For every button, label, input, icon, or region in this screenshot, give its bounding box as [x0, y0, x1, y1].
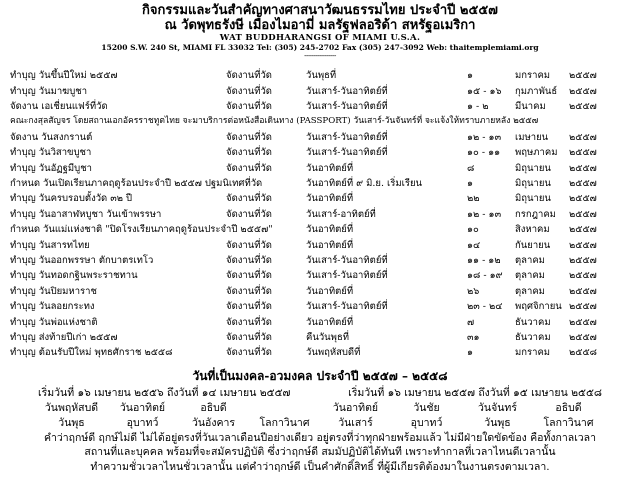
- note-line: สถานที่และบุคคล พร้อมที่จะสมัครปฏิบัติ ซึ่งว่าฤกษ์ดี สมมัปฏิบัติได้ทันที เพราะทำกาลที่เวลาไหนดีเวลานั้น: [84, 446, 556, 459]
- event-year: ๒๕๕๗: [569, 331, 597, 343]
- event-month: สิงหาคม: [515, 224, 550, 236]
- event-venue: จัดงานที่วัด: [226, 239, 272, 251]
- event-month: ตุลาคม: [515, 270, 545, 282]
- event-date: ๒๖: [467, 285, 480, 297]
- event-year: ๒๕๕๗: [569, 101, 597, 113]
- event-venue: จัดงานที่วัด: [226, 70, 272, 82]
- events-list: [10, 68, 630, 360]
- event-month: กรกฎาคม: [515, 208, 556, 220]
- day-cell: อุบาทว์: [126, 416, 159, 429]
- event-row: [10, 145, 630, 160]
- period-left: เริ่มวันที่ ๑๖ เมษายน ๒๕๕๖ ถึงวันที่ ๑๔ เมษายน ๒๕๕๗: [38, 386, 291, 399]
- event-date: ๑๒ - ๑๓: [467, 131, 502, 143]
- event-date: ๘: [467, 162, 475, 174]
- event-name: ทำบุญ ส่งท้ายปีเก่า ๒๕๕๗: [10, 331, 118, 343]
- event-month: เมษายน: [515, 131, 549, 143]
- event-month: มิถุนายน: [515, 162, 551, 174]
- event-name: กำหนด วันแม่แห่งชาติ "ปิดโรงเรียนภาคฤดูร้อนประจำปี ๒๕๕๗": [10, 224, 273, 236]
- event-day: วันอาทิตย์ที่: [306, 285, 354, 297]
- day-cell: โลกาวินาศ: [259, 416, 310, 429]
- temple-english-name: WAT BUDDHARANGSI OF MIAMI U.S.A.: [219, 32, 421, 43]
- event-name: ทำบุญ วันปิยมหาราช: [10, 285, 97, 297]
- event-venue: จัดงานที่วัด: [226, 301, 272, 313]
- event-year: ๒๕๕๗: [569, 316, 597, 328]
- event-venue: จัดงานที่วัด: [226, 270, 272, 282]
- event-date: ๑: [467, 70, 474, 82]
- event-row: [10, 68, 630, 83]
- event-name: ทำบุญ วันมาฆบูชา: [10, 85, 88, 97]
- event-name: ทำบุญ วันอัฏฐมีบูชา: [10, 162, 92, 174]
- day-cell: วันอังคาร: [191, 416, 236, 429]
- day-cell: วันพุธ: [58, 416, 85, 429]
- event-date: ๑ - ๒: [467, 101, 489, 113]
- event-year: ๒๕๕๗: [569, 85, 597, 97]
- event-month: มกราคม: [515, 347, 551, 359]
- event-day: วันอาทิตย์ที่: [306, 239, 354, 251]
- day-cell: วันอาทิตย์: [332, 401, 379, 414]
- event-venue: จัดงานที่วัด: [226, 316, 272, 328]
- event-row: [10, 284, 630, 299]
- document-header: [10, 4, 630, 60]
- day-cell: วันเสาร์: [338, 416, 373, 429]
- event-day: วันเสาร์-วันอาทิตย์ที่: [306, 85, 388, 97]
- event-day: วันเสาร์-วันอาทิตย์ที่: [306, 270, 388, 282]
- event-year: ๒๕๕๗: [569, 70, 597, 82]
- day-cell: โลกาวินาศ: [543, 416, 594, 429]
- day-cell: วันจันทร์: [478, 401, 517, 414]
- event-day: วันอาทิตย์ที่: [306, 316, 354, 328]
- event-month: พฤศจิกายน: [515, 301, 562, 313]
- event-date: ๑: [467, 347, 474, 359]
- event-row: [10, 99, 630, 114]
- event-venue: จัดงานที่วัด: [226, 347, 272, 359]
- auspicious-section: [10, 367, 630, 475]
- event-name: ทำบุญ วันครบรอบตั้งวัด ๓๒ ปี: [10, 193, 133, 205]
- event-date: ๑๐: [467, 224, 479, 236]
- period-right: เริ่มวันที่ ๑๖ เมษายน ๒๕๕๗ ถึงวันที่ ๑๕ เมษายน ๒๕๕๘: [348, 386, 602, 399]
- event-month: มกราคม: [515, 70, 551, 82]
- event-row: [10, 130, 630, 145]
- header-divider: -----------------: [304, 52, 336, 61]
- event-date: ๑: [467, 178, 474, 190]
- event-row-note: คณะกงสุลสัญจร โดยสถานเอกอัครราชทูตไทย จะมาบริการต่อหนังสือเดินทาง (PASSPORT) วันเสาร์-วันจันทร์ที่ จะแจ้งให้ทราบภายหลัง ๒๕๕๗: [10, 116, 539, 127]
- event-row: [10, 345, 630, 360]
- event-year: ๒๕๕๗: [569, 301, 597, 313]
- event-day: วันเสาร์-วันอาทิตย์ที่: [306, 101, 388, 113]
- event-row: [10, 268, 630, 283]
- day-cell: วันอาทิตย์: [119, 401, 166, 414]
- event-day: วันเสาร์-วันอาทิตย์ที่: [306, 255, 388, 266]
- event-month: ธันวาคม: [515, 316, 551, 328]
- day-cell: อุบาทว์: [410, 416, 443, 429]
- event-year: ๒๕๕๗: [569, 178, 597, 190]
- auspicious-heading: วันที่เป็นมงคล-อวมงคล ประจำปี ๒๕๕๗ – ๒๕๕๘: [192, 368, 448, 383]
- event-row: [10, 207, 630, 222]
- event-name: ทำบุญ วันวิสาขบูชา: [10, 147, 92, 159]
- event-month: มิถุนายน: [515, 193, 551, 205]
- event-day: วันอาทิตย์ที่: [306, 224, 354, 236]
- event-date: ๓๑: [467, 331, 480, 343]
- event-venue: จัดงานที่วัด: [226, 331, 272, 343]
- event-date: ๑๐ - ๑๑: [467, 147, 501, 159]
- document-title: กิจกรรมและวันสำคัญทางศาสนาวัฒนธรรมไทย ประจำปี ๒๕๕๗: [142, 3, 498, 18]
- event-venue: [226, 222, 306, 237]
- event-date: ๑๒ - ๑๓: [467, 208, 502, 220]
- event-row: [10, 191, 630, 206]
- event-venue: จัดงานที่วัด: [226, 101, 272, 113]
- event-row: [10, 238, 630, 253]
- day-cell: วันชัย: [413, 401, 440, 414]
- event-row: [10, 161, 630, 176]
- event-year: ๒๕๕๗: [569, 270, 597, 282]
- event-name: ทำบุญ วันพ่อแห่งชาติ: [10, 316, 98, 328]
- day-cell: อธิบดี: [555, 401, 582, 414]
- event-date: ๗: [467, 316, 475, 328]
- day-cell: วันพุธ: [484, 416, 511, 429]
- event-month: ตุลาคม: [515, 255, 545, 266]
- event-day: วันเสาร์-วันอาทิตย์ที่: [306, 131, 388, 143]
- event-day: วันเสาร์-วันอาทิตย์ที่: [306, 301, 388, 313]
- event-day: คืนวันพุธที่: [306, 331, 350, 343]
- event-name: จัดงาน เอเชี่ยนแฟร์ที่วัด: [10, 101, 108, 113]
- event-name: กำหนด วันเปิดเรียนภาคฤดูร้อนประจำปี ๒๕๕๗ ปฐมนิเทศที่วัด: [10, 178, 263, 190]
- document-subtitle: ณ วัดพุทธรังษี เมืองไมอามี่ มลรัฐฟลอริด้า สหรัฐอเมริกา: [164, 17, 476, 33]
- event-year: ๒๕๕๗: [569, 193, 597, 205]
- auspicious-periods: [10, 386, 630, 401]
- temple-contact: 15200 S.W. 240 St, MIAMI FL 33032 Tel: (305) 245-2702 Fax (305) 247-3092 Web: thaitemplemiami.org: [101, 42, 539, 52]
- event-year: ๒๕๕๗: [569, 208, 597, 220]
- event-day: วันอาทิตย์ที่ ๙ มิ.ย. เริ่มเรียน: [306, 178, 423, 190]
- day-cell: อธิบดี: [200, 401, 227, 414]
- event-day: วันพุธที่: [306, 70, 337, 82]
- note-line: ทำความชั่วเวลาไหนชั่วเวลานั้น แต่คำว่าฤกษ์ดี เป็นคำศักดิ์สิทธิ์ ที่ผู้มีเกียรติต้องมาในงานตรงตามเวลา.: [90, 460, 550, 473]
- auspicious-note: [10, 431, 630, 475]
- event-row: [10, 253, 630, 268]
- event-date: ๑๔: [467, 239, 481, 251]
- event-month: กันยายน: [515, 239, 551, 251]
- event-year: ๒๕๕๗: [569, 255, 597, 266]
- event-venue: จัดงานที่วัด: [226, 162, 272, 174]
- event-name: ทำบุญ วันอาสาฬหบูชา วันเข้าพรรษา: [10, 208, 162, 220]
- days-row-1: [10, 401, 630, 416]
- event-date: ๑๘ - ๑๙: [467, 270, 503, 282]
- event-venue: จัดงานที่วัด: [226, 85, 272, 97]
- event-year: ๒๕๕๗: [569, 285, 597, 297]
- event-row: [10, 299, 630, 314]
- event-name: ทำบุญ วันสารทไทย: [10, 239, 90, 251]
- event-day: วันพฤหัสบดีที่: [306, 347, 361, 359]
- event-venue: จัดงานที่วัด: [226, 131, 272, 143]
- event-name: จัดงาน วันสงกรานต์: [10, 131, 93, 143]
- event-date: ๑๕ - ๑๖: [467, 85, 502, 97]
- event-day: วันอาทิตย์ที่: [306, 193, 354, 205]
- event-month: ธันวาคม: [515, 331, 551, 343]
- event-date: ๑๑ - ๑๒: [467, 255, 501, 266]
- event-month: มิถุนายน: [515, 178, 551, 190]
- event-venue: จัดงานที่วัด: [226, 255, 272, 266]
- event-month: ตุลาคม: [515, 285, 545, 297]
- event-name: ทำบุญ ต้อนรับปีใหม่ พุทธศักราช ๒๕๕๘: [10, 347, 173, 359]
- note-line: คำว่าฤกษ์ดี ฤกษ์ไม่ดี ไม่ได้อยู่ตรงที่วันเวลาเดือนปีอย่างเดียว อยู่ตรงที่ว่าทุกฝ่ายพร้อมแล้ว ไม่มีฝ่ายใดขัดข้อง คือทั้งกาลเวลา: [43, 431, 597, 444]
- event-venue: จัดงานที่วัด: [226, 208, 272, 220]
- event-year: ๒๕๕๗: [569, 162, 597, 174]
- event-name: ทำบุญ วันทอดกฐินพระราชทาน: [10, 270, 138, 282]
- event-date: ๒๓ - ๒๔: [467, 301, 503, 313]
- event-venue: จัดงานที่วัด: [226, 285, 272, 297]
- event-row: [10, 330, 630, 345]
- event-year: ๒๕๕๗: [569, 239, 597, 251]
- event-name: ทำบุญ วันขึ้นปีใหม่ ๒๕๕๗: [10, 70, 118, 82]
- event-day: วันอาทิตย์ที่: [306, 162, 354, 174]
- day-cell: วันพฤหัสบดี: [44, 401, 99, 414]
- days-row-2: [10, 416, 630, 431]
- event-month: พฤษภาคม: [515, 147, 558, 159]
- event-year: ๒๕๕๗: [569, 131, 597, 143]
- event-venue: จัดงานที่วัด: [226, 147, 272, 159]
- event-row: [10, 84, 630, 99]
- event-venue: จัดงานที่วัด: [226, 193, 272, 205]
- event-row: [10, 315, 630, 330]
- event-month: กุมภาพันธ์: [515, 85, 558, 97]
- event-day: วันเสาร์-วันอาทิตย์ที่: [306, 147, 388, 159]
- event-year: ๒๕๕๗: [569, 224, 597, 236]
- day-cell: [249, 401, 320, 416]
- event-month: มีนาคม: [515, 101, 546, 113]
- event-day: วันเสาร์-อาทิตย์ที่: [306, 208, 376, 220]
- event-row: [10, 222, 630, 237]
- event-date: ๒๒: [467, 193, 480, 205]
- event-row: [10, 176, 630, 191]
- event-venue: [226, 176, 306, 191]
- event-year: ๒๕๕๘: [569, 347, 597, 359]
- event-year: ๒๕๕๗: [569, 147, 597, 159]
- event-name: ทำบุญ วันลอยกระทง: [10, 301, 95, 313]
- event-name: ทำบุญ วันออกพรรษา ตักบาตรเทโว: [10, 255, 154, 266]
